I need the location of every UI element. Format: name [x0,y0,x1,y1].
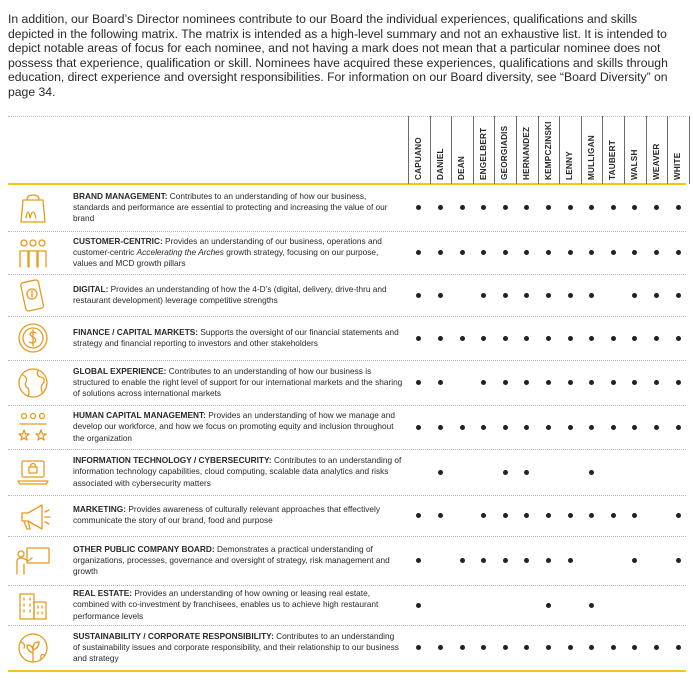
customers-group-icon [14,236,52,270]
skill-mark-dot [589,336,594,341]
nominee-column-header [494,116,515,184]
skill-description [73,588,403,622]
skill-row [8,536,686,585]
skill-description [73,455,403,489]
skill-mark-dot [546,205,551,210]
nominee-name: DEAN [457,156,467,180]
skill-title: CUSTOMER-CENTRIC: [73,235,163,246]
skill-mark-dot [568,425,573,430]
nominee-name: WEAVER [651,143,661,180]
skill-mark-dot [481,513,486,518]
skill-title: HUMAN CAPITAL MANAGEMENT: [73,410,206,420]
skill-mark-dot [481,336,486,341]
skill-title: FINANCE / CAPITAL MARKETS: [73,326,199,337]
skill-mark-dot [611,645,616,650]
skill-row [8,274,686,316]
skill-mark-dot [546,513,551,518]
skill-mark-dot [438,470,443,475]
skill-mark-dot [568,645,573,650]
nominee-column-header [408,116,429,184]
skill-mark-dot [524,380,529,385]
skill-mark-dot [546,380,551,385]
buildings-icon [14,588,52,622]
mcdonalds-bag-icon [14,191,52,225]
skill-title: MARKETING: [73,504,127,514]
megaphone-icon [14,499,52,533]
skill-mark-dot [503,205,508,210]
skill-mark-dot [632,425,637,430]
nominee-column-header [667,116,688,184]
skill-mark-dot [676,250,681,255]
skill-mark-dot [438,380,443,385]
column-rule [667,116,668,184]
skill-description [73,410,403,444]
column-rule [473,116,474,184]
skill-mark-dot [438,250,443,255]
column-rule [516,116,517,184]
skill-mark-dot [416,513,421,518]
skill-row [8,184,686,231]
skill-mark-dot [676,425,681,430]
skill-title: SUSTAINABILITY / CORPORATE RESPONSIBILITY: [73,630,274,641]
skill-row [8,231,686,274]
skill-mark-dot [524,205,529,210]
skill-description [73,631,403,665]
skill-mark-dot [632,293,637,298]
skill-mark-dot [654,645,659,650]
globe-leaf-icon [14,631,52,665]
skill-description [73,327,403,350]
skill-mark-dot [632,336,637,341]
dollar-coin-icon [14,321,52,355]
skill-mark-dot [524,336,529,341]
skill-mark-dot [460,558,465,563]
nominee-column-header [602,116,623,184]
skill-mark-dot [676,558,681,563]
skill-text: Provides an understanding of our business, operations and customer-centric [73,235,382,257]
nominee-name: CAPUANO [414,137,423,180]
skill-mark-dot [546,558,551,563]
skill-mark-dot [524,513,529,518]
skill-mark-dot [416,603,421,608]
people-stars-icon [14,410,52,444]
skill-mark-dot [676,380,681,385]
globe-icon [14,366,52,400]
nominee-column-header [581,116,602,184]
skill-mark-dot [503,513,508,518]
skill-mark-dot [676,293,681,298]
skill-mark-dot [676,513,681,518]
skill-mark-dot [676,336,681,341]
nominee-name: KEMPCZINSKI [543,121,553,180]
column-rule [494,116,495,184]
skill-text: Supports the oversight of our financial statements and strategy and financial reporting to investors and other stakeholders [73,326,399,348]
skill-text-cont: growth strategy, focusing on our purpose, values and MCD growth pillars [73,246,379,269]
skill-title: BRAND MANAGEMENT: [73,190,168,201]
skill-mark-dot [438,645,443,650]
skill-mark-dot [568,205,573,210]
skill-description [73,191,403,225]
skill-text: Contributes to an understanding of information technology capabilities, cloud computing, scalable data analytics and risks associated with cybersecurity matters [73,455,402,488]
nominee-name: HERNANDEZ [522,126,531,180]
skill-mark-dot [460,205,465,210]
skill-mark-dot [416,380,421,385]
skill-mark-dot [481,425,486,430]
skill-mark-dot [460,645,465,650]
skill-mark-dot [589,603,594,608]
skill-mark-dot [416,645,421,650]
column-rule [408,116,409,184]
skill-mark-dot [611,250,616,255]
skill-mark-dot [438,293,443,298]
skill-mark-dot [416,558,421,563]
skill-mark-dot [632,380,637,385]
skill-mark-dot [589,425,594,430]
skill-mark-dot [568,336,573,341]
skill-mark-dot [460,250,465,255]
skill-mark-dot [568,380,573,385]
nominee-column-header [516,116,537,184]
column-rule [624,116,625,184]
skill-mark-dot [546,336,551,341]
skill-mark-dot [460,425,465,430]
skill-mark-dot [654,205,659,210]
skill-row [8,360,686,405]
skill-mark-dot [632,205,637,210]
nominee-column-header [646,116,667,184]
column-rule [451,116,452,184]
skill-row [8,405,686,449]
skill-title: REAL ESTATE: [73,588,133,598]
intro-paragraph: In addition, our Board’s Director nominees contribute to our Board the individual experiences, qualifications and skills depicted in the following matrix. The matrix is intended as a high-level summary and not an exhaustive list. It is intended to depict notable areas of focus for each nominee, and not having a mark does not mean that a particular nominee does not possess that experience, qualification or skill. Nominees have acquired these experiences, qualifications and skills through education, direct experience and oversight responsibilities. For information on our Board diversity, see “Board Diversity” on page 34. [8,12,668,99]
nominee-column-header [473,116,494,184]
skill-mark-dot [524,250,529,255]
skill-title: OTHER PUBLIC COMPANY BOARD: [73,543,215,554]
skill-mark-dot [546,603,551,608]
skill-mark-dot [546,293,551,298]
nominee-header-row [8,116,686,184]
skill-text: Provides an understanding of how we manage and develop our workforce, and how we focus on promoting equity and inclusion throughout the organization [73,410,396,443]
skill-mark-dot [632,250,637,255]
strategy-name: Accelerating the Arches [136,246,224,257]
skill-mark-dot [503,293,508,298]
skill-mark-dot [416,293,421,298]
skill-mark-dot [481,250,486,255]
skill-mark-dot [524,470,529,475]
column-rule [559,116,560,184]
nominee-name: GEORGIADIS [500,125,510,180]
nominee-name: WALSH [630,149,639,180]
skill-mark-dot [481,380,486,385]
skill-mark-dot [676,205,681,210]
skill-title: DIGITAL: [73,283,109,294]
skill-mark-dot [568,558,573,563]
skill-mark-dot [503,645,508,650]
skill-mark-dot [438,425,443,430]
skill-mark-dot [589,250,594,255]
skill-row [8,449,686,495]
skill-mark-dot [654,250,659,255]
nominee-column-header [559,116,580,184]
skill-mark-dot [481,558,486,563]
skill-description [73,544,403,578]
column-rule [430,116,431,184]
column-rule [602,116,603,184]
skill-mark-dot [676,645,681,650]
skill-text: Provides an understanding of how owning or leasing real estate, combined with co-investment by franchisees, enables us to achieve high restaurant performance levels [73,588,379,621]
skill-mark-dot [632,645,637,650]
nominee-name: DANIEL [435,148,445,180]
column-rule [581,116,582,184]
skill-row [8,625,686,670]
skill-mark-dot [589,293,594,298]
skill-text: Demonstrates a practical understanding of organizations, processes, governance and oversight of strategy, risk management and growth [73,543,390,577]
skill-text: Provides awareness of culturally relevant approaches that effectively communicate the story of our brand, food and purpose [73,504,380,526]
skill-mark-dot [611,336,616,341]
matrix-bottom-border [8,670,686,672]
skill-row [8,585,686,625]
skill-mark-dot [503,425,508,430]
skill-mark-dot [503,250,508,255]
presentation-board-icon [14,544,52,578]
skill-mark-dot [481,645,486,650]
skill-row [8,495,686,536]
skill-mark-dot [611,205,616,210]
nominee-name: LENNY [565,151,575,180]
skill-mark-dot [524,293,529,298]
laptop-lock-icon [14,455,52,489]
skill-mark-dot [589,645,594,650]
skill-mark-dot [589,470,594,475]
skill-text: Contributes to an understanding of how our business, standards and performance are essential to protecting and increasing the value of our brand [73,190,388,224]
skill-mark-dot [503,336,508,341]
skill-description [73,504,403,527]
column-rule [646,116,647,184]
nominee-name: MULLIGAN [586,135,596,180]
skill-mark-dot [438,205,443,210]
skill-text: Contributes to an understanding of sustainability issues and corporate responsibility, and their relationship to our business and strategy [73,630,399,664]
skill-mark-dot [524,425,529,430]
nominee-column-header [451,116,472,184]
nominee-column-header [624,116,645,184]
nominee-name: ENGELBERT [478,127,488,180]
skill-mark-dot [632,558,637,563]
skill-mark-dot [654,336,659,341]
skill-mark-dot [481,205,486,210]
skill-text: Provides an understanding of how the 4-D’s (digital, delivery, drive-thru and restaurant development) leverage competitive strengths [73,283,387,305]
skill-mark-dot [438,513,443,518]
skill-mark-dot [611,425,616,430]
skill-mark-dot [568,250,573,255]
skill-row [8,316,686,360]
nominee-column-header [430,116,451,184]
skills-matrix [8,116,686,670]
skill-mark-dot [416,205,421,210]
skill-mark-dot [546,645,551,650]
skill-mark-dot [481,293,486,298]
skill-mark-dot [438,336,443,341]
skill-mark-dot [589,205,594,210]
skill-mark-dot [589,380,594,385]
skill-description [73,236,403,270]
skill-mark-dot [503,470,508,475]
skill-mark-dot [568,293,573,298]
column-rule [538,116,539,184]
skill-mark-dot [611,380,616,385]
skill-mark-dot [654,380,659,385]
skill-mark-dot [632,513,637,518]
skill-mark-dot [611,513,616,518]
skill-mark-dot [568,513,573,518]
skill-description [73,284,403,307]
skill-mark-dot [503,380,508,385]
skill-title: GLOBAL EXPERIENCE: [73,365,167,376]
skill-mark-dot [654,293,659,298]
skill-mark-dot [460,336,465,341]
skill-description [73,366,403,400]
skill-mark-dot [546,250,551,255]
skill-mark-dot [589,513,594,518]
skill-mark-dot [416,425,421,430]
column-rule [689,116,690,184]
skill-mark-dot [524,558,529,563]
nominee-name: TAUBERT [608,140,618,180]
nominee-column-header [538,116,559,184]
skill-mark-dot [546,425,551,430]
skill-mark-dot [503,558,508,563]
skill-title: INFORMATION TECHNOLOGY / CYBERSECURITY: [73,455,272,465]
mobile-phone-icon [14,278,52,312]
nominee-name: WHITE [673,152,683,180]
skill-mark-dot [654,425,659,430]
skill-mark-dot [416,250,421,255]
skill-text: Contributes to an understanding of how our business is structured to enable the right level of support for our international markets and the sharing of solutions across international markets [73,365,403,399]
skill-mark-dot [524,645,529,650]
skill-mark-dot [416,336,421,341]
